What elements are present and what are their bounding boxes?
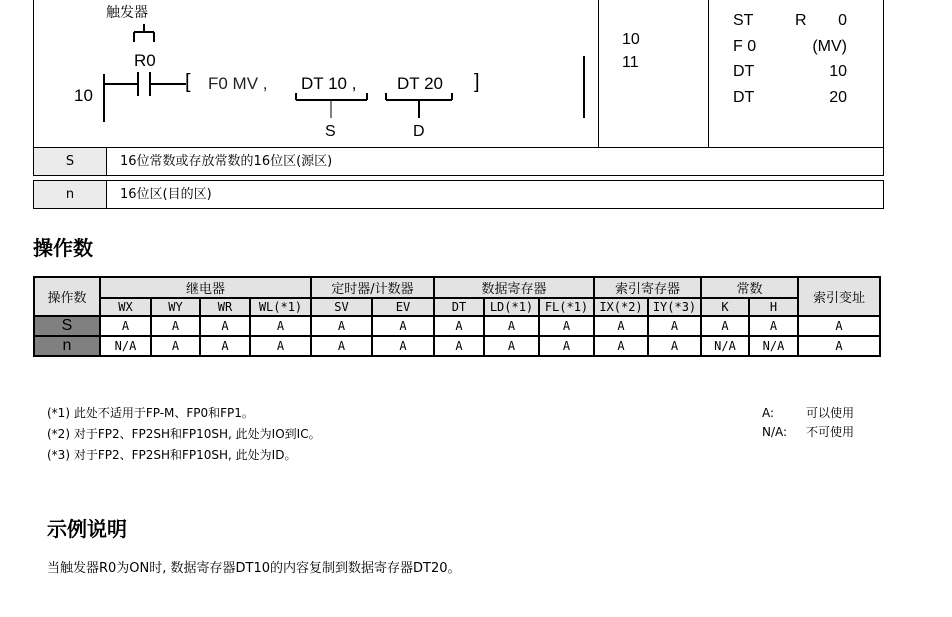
operand-text: 16位常数或存放常数的16位区(源区) [120, 154, 333, 169]
column-divider [598, 0, 599, 148]
operand-desc-row [33, 180, 884, 209]
operands-table [33, 276, 881, 357]
table-cell: N/A [100, 336, 151, 356]
operand-key: n [34, 181, 107, 208]
legend-item [762, 404, 854, 421]
section-title-operands: 操作数 [33, 236, 93, 260]
sub-header: SV [311, 298, 372, 316]
table-cell: A [200, 316, 250, 336]
table-cell: A [539, 316, 594, 336]
table-cell: A [434, 336, 484, 356]
table-cell: A [372, 316, 434, 336]
table-cell: A [372, 336, 434, 356]
table-cell: A [200, 336, 250, 356]
table-cell: A [434, 316, 484, 336]
instruction-close-bracket: ] [474, 71, 480, 93]
table-cell: A [250, 336, 311, 356]
legend-code: A: [762, 406, 775, 420]
il-line: ST R 0 [733, 12, 847, 29]
table-cell: A [311, 316, 372, 336]
footnote: (*1) 此处不适用于FP-M、FP0和FP1。 [47, 406, 254, 420]
sub-header: FL(*1) [539, 298, 594, 316]
group-header: 索引寄存器 [594, 277, 701, 298]
instruction-open-bracket: [ [185, 71, 191, 93]
sub-header: WY [151, 298, 200, 316]
table-cell: A [100, 316, 151, 336]
sub-header: IY(*3) [648, 298, 701, 316]
group-header: 常数 [701, 277, 798, 298]
table-cell: A [151, 316, 200, 336]
row-header: S [34, 316, 100, 336]
operand-d: DT 20 [397, 74, 443, 93]
sub-header: IX(*2) [594, 298, 648, 316]
table-cell: A [151, 336, 200, 356]
sub-header: WX [100, 298, 151, 316]
legend-text: 可以使用 [806, 406, 855, 420]
operand-desc-row [33, 147, 884, 176]
sub-header: K [701, 298, 749, 316]
table-cell: A [484, 316, 539, 336]
operand-key: S [34, 148, 107, 175]
step-number: 10 [74, 86, 93, 105]
group-header: 数据寄存器 [434, 277, 594, 298]
table-cell: A [798, 336, 880, 356]
row-header: n [34, 336, 100, 356]
group-header: 继电器 [100, 277, 311, 298]
il-code [733, 8, 853, 110]
operand-s: DT 10 , [301, 74, 357, 93]
sub-header: LD(*1) [484, 298, 539, 316]
table-cell: A [648, 316, 701, 336]
table-cell: N/A [701, 336, 749, 356]
table-cell: A [539, 336, 594, 356]
table-cell: A [701, 316, 749, 336]
section-title-example: 示例说明 [47, 517, 127, 541]
legend-code: N/A: [762, 425, 788, 439]
footnote: (*2) 对于FP2、FP2SH和FP10SH, 此处为IO到IC。 [47, 427, 321, 441]
sub-header: DT [434, 298, 484, 316]
il-line: DT 20 [733, 88, 847, 106]
s-label: S [325, 123, 336, 140]
instruction-opcode: F0 MV , [208, 74, 268, 93]
address-line: 10 [622, 31, 640, 48]
table-cell: A [594, 336, 648, 356]
legend-text: 不可使用 [806, 425, 855, 439]
table-cell: A [749, 316, 798, 336]
il-line: F 0 (MV) [733, 37, 847, 55]
table-cell: A [484, 336, 539, 356]
table-cell: N/A [749, 336, 798, 356]
legend-item [762, 423, 854, 440]
table-cell: A [250, 316, 311, 336]
corner-cell: 操作数 [34, 277, 100, 316]
table-cell: A [798, 316, 880, 336]
group-header: 定时器/计数器 [311, 277, 434, 298]
address-line: 11 [622, 54, 639, 71]
sub-header: H [749, 298, 798, 316]
footnote: (*3) 对于FP2、FP2SH和FP10SH, 此处为ID。 [47, 448, 297, 462]
sub-header: EV [372, 298, 434, 316]
sub-header: WL(*1) [250, 298, 311, 316]
last-col-header: 索引变址 [798, 277, 880, 316]
operand-text: 16位区(目的区) [120, 187, 212, 202]
table-cell: A [648, 336, 701, 356]
ladder-diagram [34, 0, 598, 148]
sub-header: WR [200, 298, 250, 316]
il-line: DT 10 [733, 63, 847, 80]
address-column [622, 28, 640, 74]
table-cell: A [311, 336, 372, 356]
trigger-label: 触发器 [106, 5, 148, 21]
contact-label: R0 [134, 51, 156, 70]
table-cell: A [594, 316, 648, 336]
example-text: 当触发器R0为ON时, 数据寄存器DT10的内容复制到数据寄存器DT20。 [47, 561, 461, 576]
d-label: D [413, 123, 425, 140]
column-divider [708, 0, 709, 148]
